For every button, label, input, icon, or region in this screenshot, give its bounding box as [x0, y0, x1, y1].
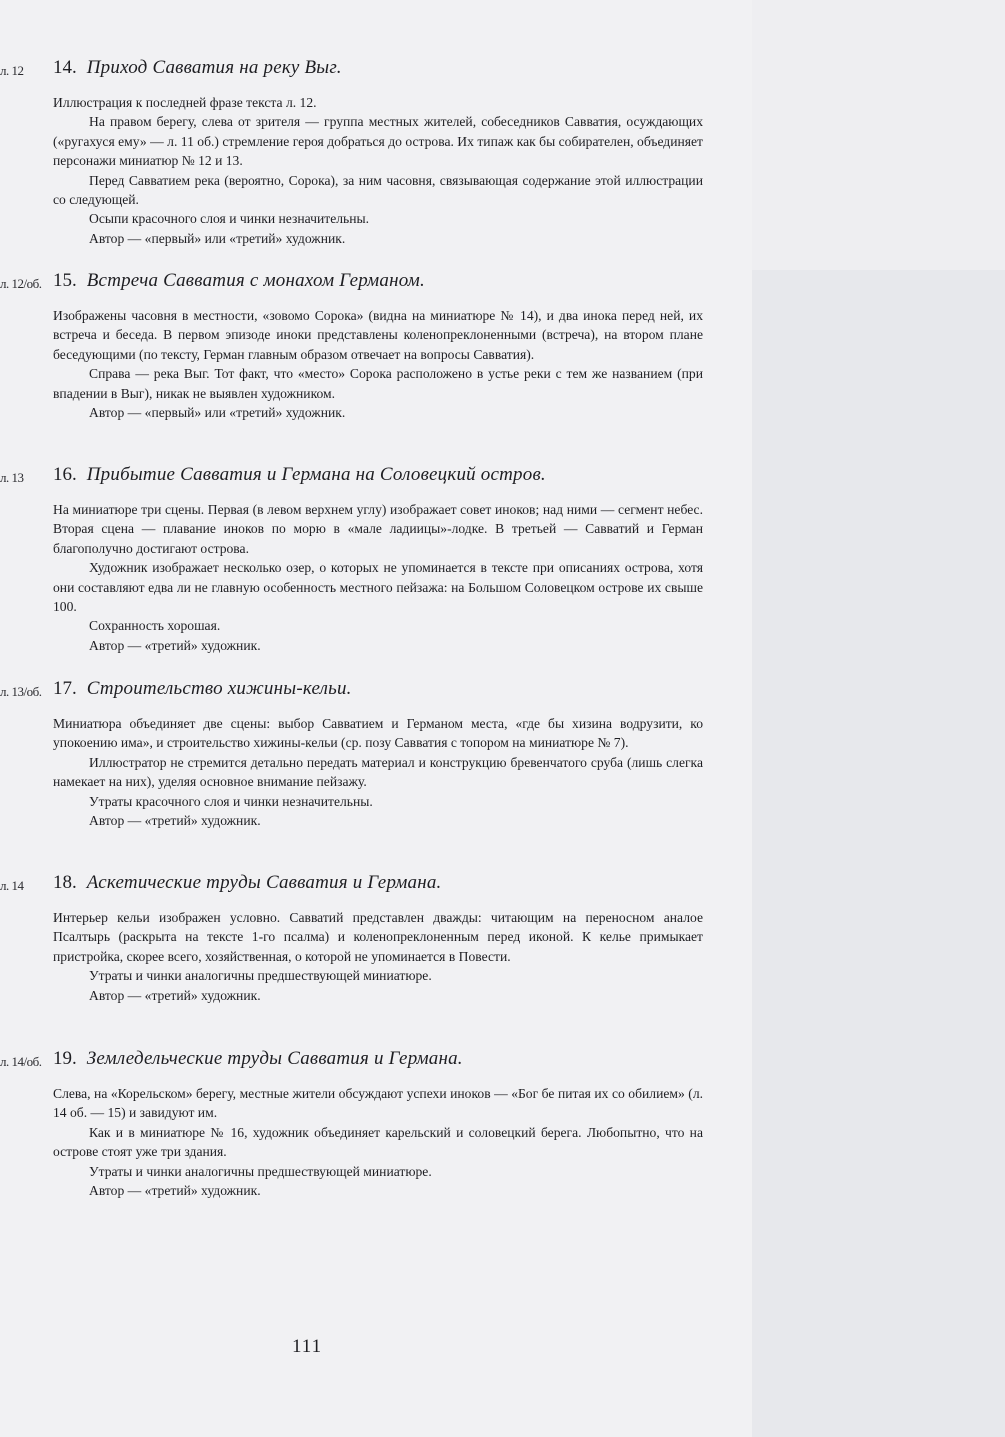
entry-body [53, 306, 703, 422]
entry-title: Прибытие Савватия и Германа на Соловецкий остров. [86, 464, 546, 485]
paragraph: Как и в миниатюре № 16, художник объединяет карельский и соловецкий берега. Любопытно, что на острове стоят уже три здания. [53, 1124, 703, 1160]
entry-number: 16. [53, 464, 77, 485]
entry-heading [53, 57, 342, 79]
paragraph: Утраты красочного слоя и чинки незначительны. [89, 793, 373, 809]
entry-number: 19. [53, 1048, 77, 1069]
entry-body [53, 908, 703, 1005]
entry-title: Земледельческие труды Савватия и Германа. [86, 1048, 463, 1069]
folio-reference: л. 13/об. [0, 684, 42, 699]
paragraph: На правом берегу, слева от зрителя — группа местных жителей, собеседников Савватия, осуждающих («ругахуся ему» — л. 11 об.) стремление героя добраться до острова. Их типаж как бы собирателен, объединяет персонажи миниатюр № 12 и 13. [53, 114, 703, 169]
paragraph: Художник изображает несколько озер, о которых не упоминается в тексте при описаниях острова, хотя они составляют едва ли не главную особенность местного пейзажа: на Большом Соловецком острове их свыше 100. [53, 560, 703, 615]
paragraph: Слева, на «Корельском» берегу, местные жители обсуждают успехи иноков — «Бог бе питая их со обилием» (л. 14 об. — 15) и завидуют им. [53, 1086, 703, 1121]
paragraph: Автор — «третий» художник. [89, 1183, 261, 1199]
paragraph: Автор — «первый» или «третий» художник. [89, 405, 346, 421]
entry-title: Аскетические труды Савватия и Германа. [86, 872, 442, 893]
entry-title: Строительство хижины-кельи. [86, 678, 352, 699]
page-number: 111 [292, 1336, 323, 1357]
entry-number: 14. [53, 57, 77, 78]
paragraph: Изображены часовня в местности, «зовомо Сорока» (видна на миниатюре № 14), и два инока перед ней, их встреча и беседа. В первом эпизоде иноки представлены коленопреклоненными (встреча), на втором плане беседующими (по тексту, Герман главным образом отвечает на вопросы Савватия). [53, 308, 703, 362]
paragraph: Автор — «первый» или «третий» художник. [89, 230, 346, 246]
paragraph: На миниатюре три сцены. Первая (в левом верхнем углу) изображает совет иноков; над ними — сегмент небес. Вторая сцена — плавание иноков по морю в «мале ладиицы»-лодке. В третьей — Савватий и Герман благополучно достигают острова. [53, 502, 703, 556]
paragraph: Сохранность хорошая. [89, 618, 221, 634]
entry-number: 15. [53, 270, 77, 291]
folio-reference: л. 13 [0, 470, 24, 485]
paragraph: Иллюстратор не стремится детально передать материал и конструкцию бревенчатого сруба (лишь слегка намекает на них), уделяя основное внимание пейзажу. [53, 754, 703, 790]
entry-number: 17. [53, 678, 77, 699]
entry-body [53, 1084, 703, 1200]
paragraph: Автор — «третий» художник. [89, 813, 261, 829]
paragraph: Миниатюра объединяет две сцены: выбор Савватием и Германом места, «где бы хизина водрузити, ко упокоению има», и строительство хижины-кельи (ср. позу Савватия с топором на миниатюре № 7). [53, 716, 703, 751]
entry-body [53, 500, 703, 655]
entry-title: Встреча Савватия с монахом Германом. [86, 270, 425, 291]
paragraph: Иллюстрация к последней фразе текста л. 12. [53, 95, 317, 110]
folio-reference: л. 14/об. [0, 1054, 42, 1069]
paragraph: Утраты и чинки аналогичны предшествующей миниатюре. [89, 968, 432, 984]
page-shadow-top [752, 0, 1005, 270]
entry-body [53, 714, 703, 830]
folio-reference: л. 14 [0, 878, 24, 893]
folio-reference: л. 12/об. [0, 276, 42, 291]
paragraph: Автор — «третий» художник. [89, 637, 261, 653]
paragraph: Осыпи красочного слоя и чинки незначительны. [89, 211, 370, 227]
entry-body [53, 93, 703, 248]
entry-heading [53, 464, 546, 486]
paragraph: Автор — «третий» художник. [89, 987, 261, 1003]
paragraph: Перед Савватием река (вероятно, Сорока), за ним часовня, связывающая содержание этой иллюстрации со следующей. [53, 172, 703, 208]
entry-heading [53, 1048, 463, 1070]
entry-number: 18. [53, 872, 77, 893]
paragraph: Утраты и чинки аналогичны предшествующей миниатюре. [89, 1163, 432, 1179]
entry-heading [53, 678, 352, 700]
entry-title: Приход Савватия на реку Выг. [86, 57, 342, 78]
entry-heading [53, 270, 425, 292]
paragraph: Справа — река Выг. Тот факт, что «место» Сорока расположено в устье реки с тем же названием (при впадении в Выг), никак не выявлен художником. [53, 366, 703, 401]
entry-heading [53, 872, 442, 894]
paragraph: Интерьер кельи изображен условно. Савватий представлен дважды: читающим на переносном аналое Псалтырь (раскрыта на тексте 1-го псалма) и коленопреклоненным перед иконой. К келье примыкает пристройка, скорее всего, хозяйственная, о которой не упоминается в Повести. [53, 910, 703, 964]
page-shadow [752, 270, 1005, 1437]
folio-reference: л. 12 [0, 63, 24, 78]
